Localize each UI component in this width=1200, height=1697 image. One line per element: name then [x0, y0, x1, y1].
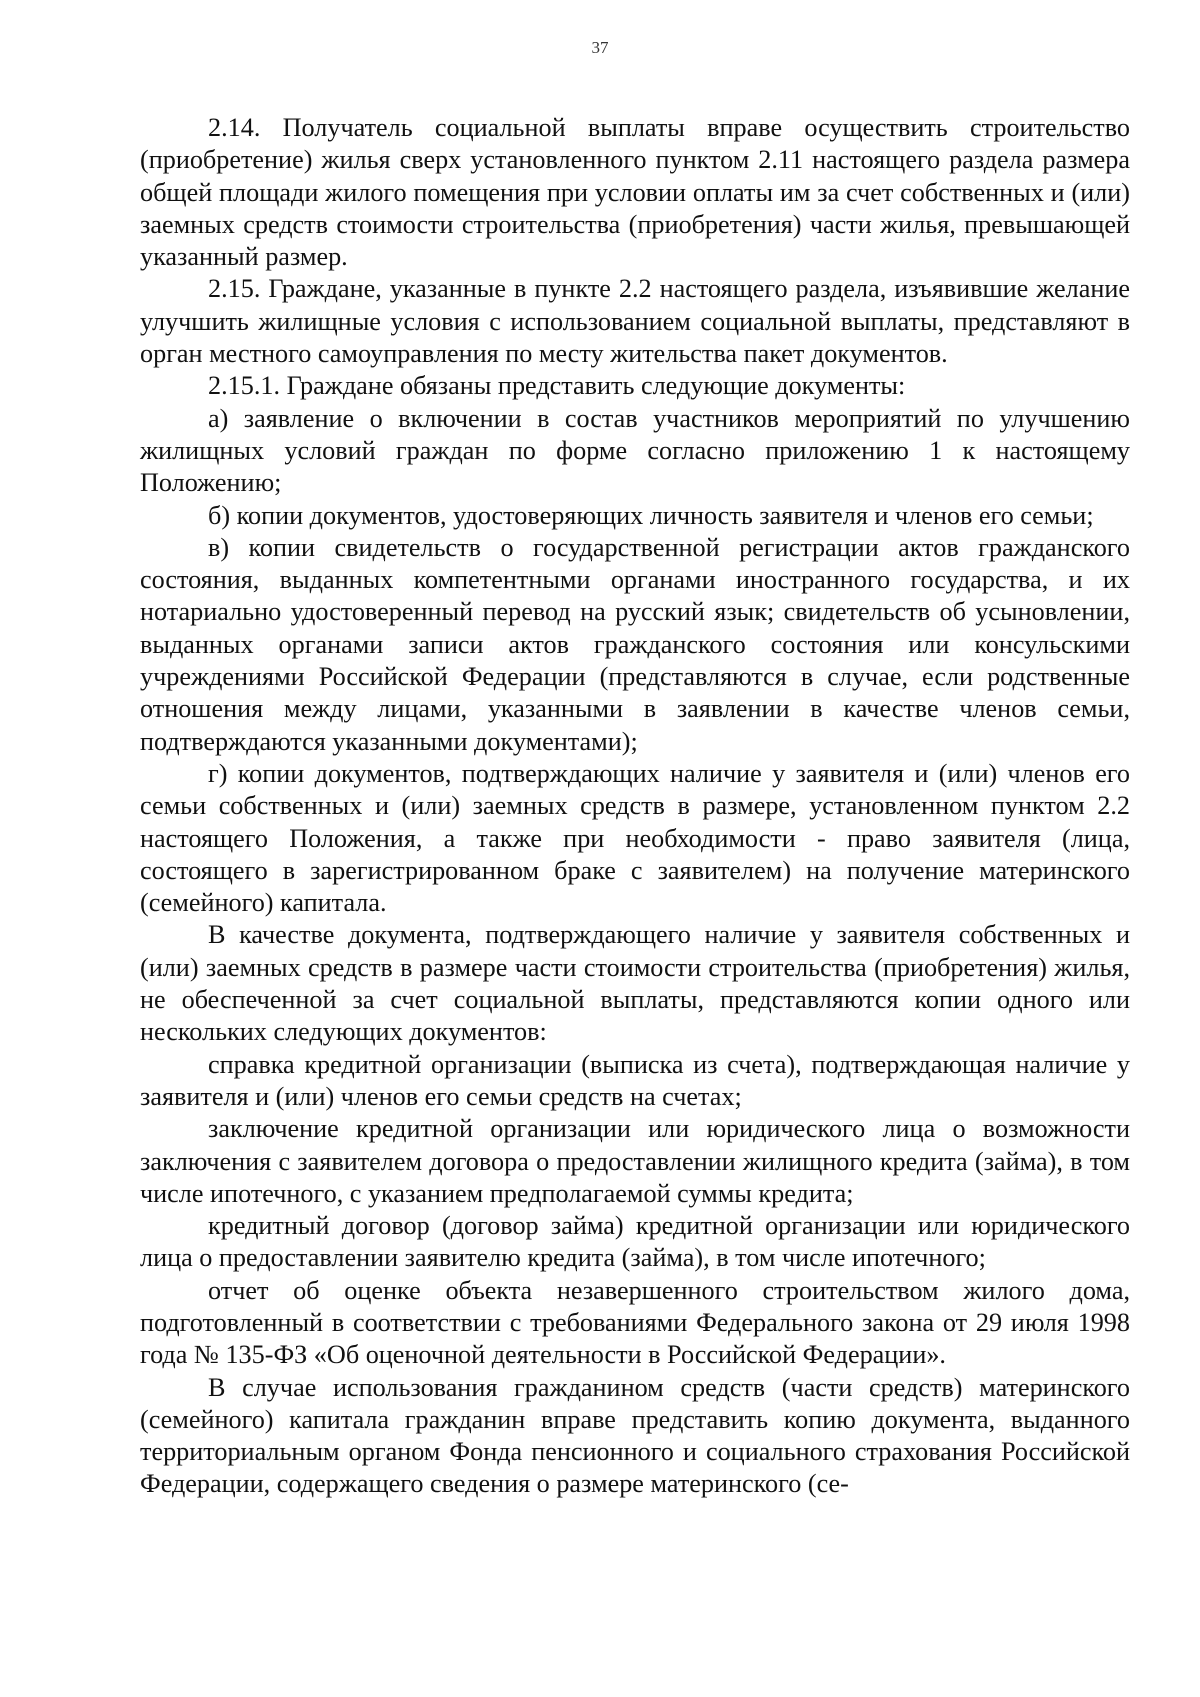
- list-item-credit-conclusion: заключение кредитной организации или юридического лица о возможности заключения с заявителем договора о предоставлении жилищного кредита (займа), в том числе ипотечного, с указанием предполагаемой суммы кредита;: [140, 1114, 1130, 1208]
- paragraph-2-15: 2.15. Граждане, указанные в пункте 2.2 настоящего раздела, изъявившие желание улучшить жилищные условия с использованием социальной выплаты, представляют в орган местного самоуправления по месту жительства пакет документов.: [140, 274, 1130, 369]
- paragraph-2-15-1: 2.15.1. Граждане обязаны представить следующие документы:: [208, 371, 906, 401]
- document-body: [140, 112, 1130, 1501]
- list-item-credit-agreement: кредитный договор (договор займа) кредитной организации или юридического лица о предоставлении заявителю кредита (займа), в том числе ипотечного;: [140, 1211, 1130, 1273]
- list-item-b: б) копии документов, удостоверяющих личность заявителя и членов его семьи;: [208, 500, 1094, 530]
- list-item-v: в) копии свидетельств о государственной регистрации актов гражданского состояния, выданных компетентными органами иностранного государства, и их нотариально удостоверенный перевод на русский язык; свидетельств об усыновлении, выданных органами записи актов гражданского состояния или консульскими учреждениями Российской Федерации (представляются в случае, если родственные отношения между лицами, указанными в заявлении в качестве членов семьи, подтверждаются указанными документами);: [140, 532, 1130, 756]
- paragraph-maternity-capital: В случае использования гражданином средств (части средств) материнского (семейного) капитала гражданин вправе представить копию документа, выданного территориальным органом Фонда пенсионного и социального страхования Российской Федерации, содержащего сведения о размере материнского (се-: [140, 1372, 1130, 1499]
- list-item-a: а) заявление о включении в состав участников мероприятий по улучшению жилищных условий граждан по форме согласно приложению 1 к настоящему Положению;: [140, 403, 1130, 498]
- paragraph-documents-intro: В качестве документа, подтверждающего наличие у заявителя собственных и (или) заемных средств в размере части стоимости строительства (приобретения) жилья, не обеспеченной за счет социальной выплаты, представляются копии одного или нескольких следующих документов:: [140, 920, 1130, 1047]
- list-item-bank-statement: справка кредитной организации (выписка из счета), подтверждающая наличие у заявителя и (или) членов его семьи средств на счетах;: [140, 1049, 1130, 1111]
- paragraph-2-14: 2.14. Получатель социальной выплаты вправе осуществить строительство (приобретение) жилья сверх установленного пунктом 2.11 настоящего раздела размера общей площади жилого помещения при условии оплаты им за счет собственных и (или) заемных средств стоимости строительства (приобретения) части жилья, превышающей указанный размер.: [140, 113, 1130, 272]
- list-item-valuation-report: отчет об оценке объекта незавершенного строительством жилого дома, подготовленный в соответствии с требованиями Федерального закона от 29 июля 1998 года № 135-ФЗ «Об оценочной деятельности в Российской Федерации».: [140, 1275, 1130, 1370]
- list-item-g: г) копии документов, подтверждающих наличие у заявителя и (или) членов его семьи собственных и (или) заемных средств в размере, установленном пунктом 2.2 настоящего Положения, а также при необходимости - право заявителя (лица, состоящего в зарегистрированном браке с заявителем) на получение материнского (семейного) капитала.: [140, 758, 1130, 918]
- page-number: 37: [591, 38, 609, 57]
